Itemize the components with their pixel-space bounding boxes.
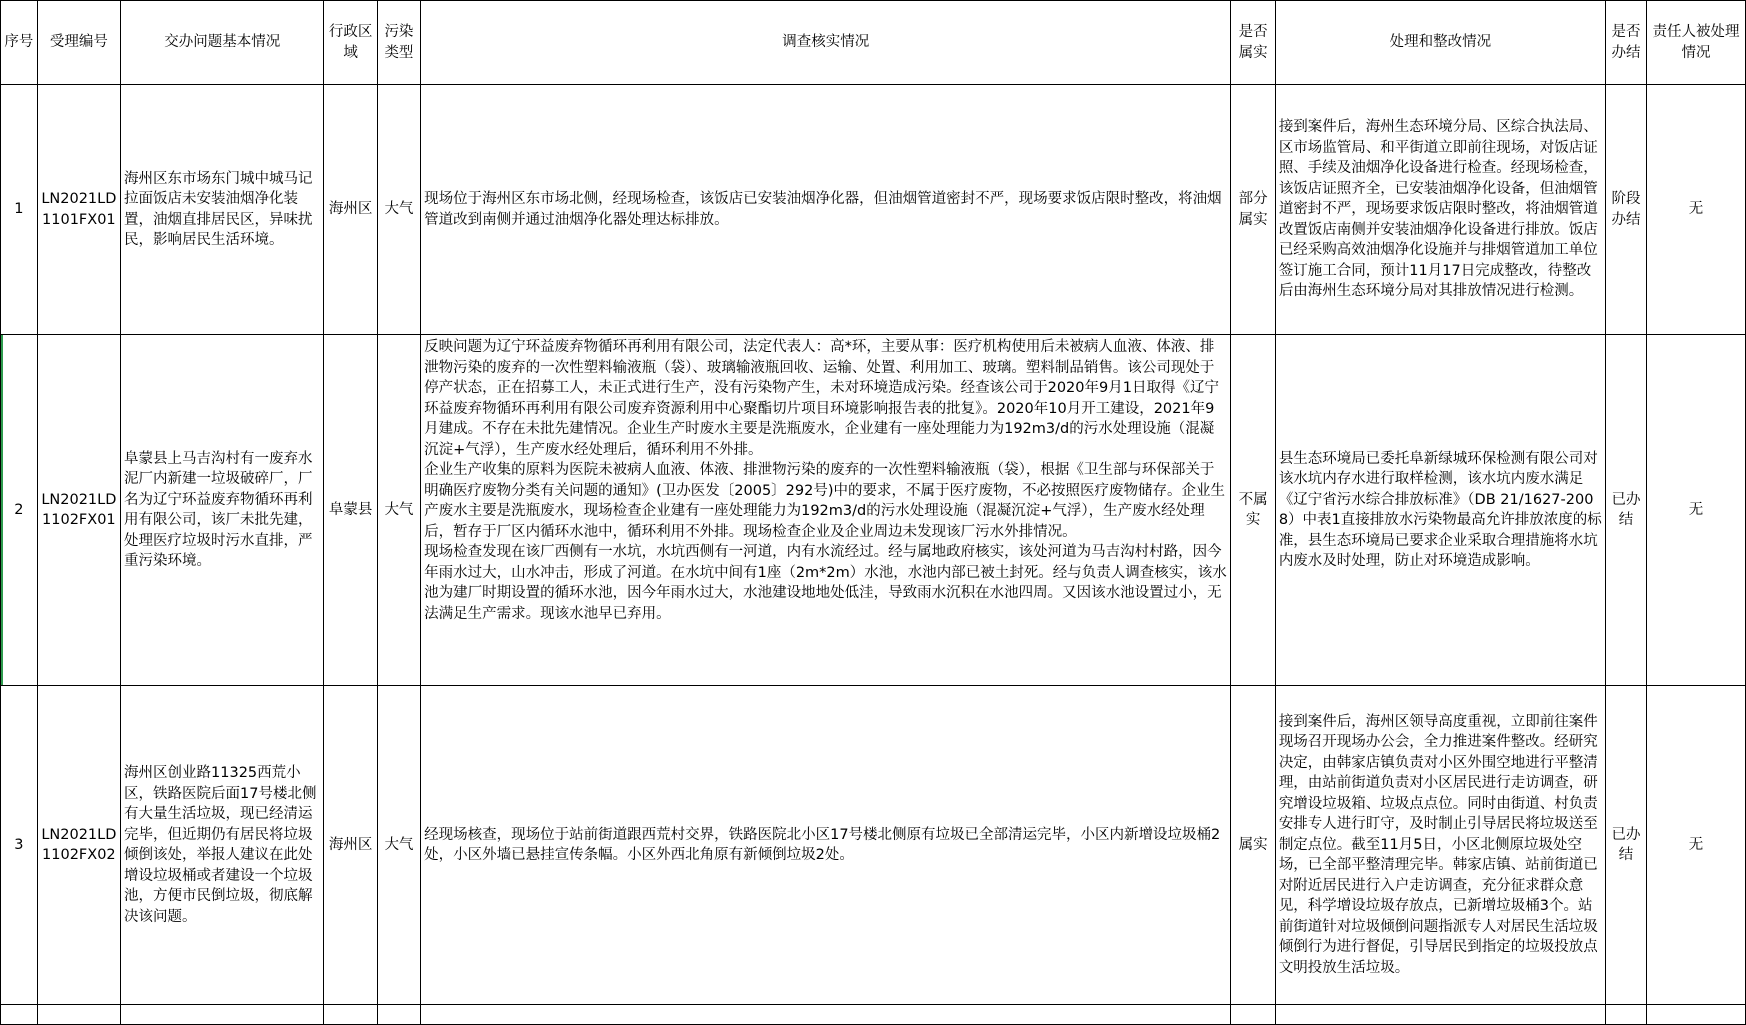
cell-region[interactable]: 海州区: [324, 686, 377, 1005]
header-investigation[interactable]: 调查核实情况: [421, 1, 1231, 85]
cell-empty[interactable]: [121, 1005, 324, 1025]
header-row: [1, 1, 1746, 85]
header-responsible[interactable]: 责任人被处理情况: [1647, 1, 1746, 85]
header-region[interactable]: 行政区域: [324, 1, 377, 85]
cell-id[interactable]: LN2021LD1102FX01: [37, 335, 120, 686]
header-issue[interactable]: 交办问题基本情况: [121, 1, 324, 85]
table-row: [1, 335, 1746, 686]
cell-empty[interactable]: [1275, 1005, 1605, 1025]
cell-pollution[interactable]: 大气: [377, 85, 420, 335]
cell-empty[interactable]: [1, 1005, 38, 1025]
cell-issue[interactable]: 阜蒙县上马吉沟村有一废弃水泥厂内新建一垃圾破碎厂，厂名为辽宁环益废弃物循环再利用有限公司，该厂未批先建，处理医疗垃圾时污水直排，严重污染环境。: [121, 335, 324, 686]
cell-handling[interactable]: 接到案件后，海州区领导高度重视，立即前往案件现场召开现场办公会，全力推进案件整改。经研究决定，由韩家店镇负责对小区外围空地进行平整清理，由站前街道负责对小区居民进行走访调查，研究增设垃圾箱、垃圾点点位。同时由街道、村负责安排专人进行盯守，及时制止引导居民将垃圾送至制定点位。截至11月5日，小区北侧原垃圾处空场，已全部平整清理完毕。韩家店镇、站前街道已对附近居民进行入户走访调查，充分征求群众意见，科学增设垃圾存放点，已新增垃圾桶3个。站前街道针对垃圾倾倒问题指派专人对居民生活垃圾倾倒行为进行督促，引导居民到指定的垃圾投放点文明投放生活垃圾。: [1275, 686, 1605, 1005]
cell-verified[interactable]: 不属实: [1231, 335, 1275, 686]
cell-pollution[interactable]: 大气: [377, 335, 420, 686]
cell-id[interactable]: LN2021LD1101FX01: [37, 85, 120, 335]
cell-region[interactable]: 海州区: [324, 85, 377, 335]
cell-issue[interactable]: 海州区东市场东门城中城马记拉面饭店未安装油烟净化装置，油烟直排居民区，异味扰民，影响居民生活环境。: [121, 85, 324, 335]
cell-responsible[interactable]: 无: [1647, 686, 1746, 1005]
header-handling[interactable]: 处理和整改情况: [1275, 1, 1605, 85]
cell-empty[interactable]: [1605, 1005, 1646, 1025]
cell-empty[interactable]: [1647, 1005, 1746, 1025]
cell-empty[interactable]: [421, 1005, 1231, 1025]
table-row-partial: [1, 1005, 1746, 1025]
header-no[interactable]: 序号: [1, 1, 38, 85]
cell-investigation[interactable]: 反映问题为辽宁环益废弃物循环再利用有限公司，法定代表人：高*环，主要从事：医疗机构使用后未被病人血液、体液、排泄物污染的废弃的一次性塑料输液瓶（袋）、玻璃输液瓶回收、运输、处置、利用加工、玻璃。塑料制品销售。该公司现处于停产状态，正在招募工人，未正式进行生产，没有污染物产生，未对环境造成污染。经查该公司于2020年9月1日取得《辽宁环益废弃物循环再利用有限公司废弃资源利用中心聚酯切片项目环境影响报告表的批复》。2020年10月开工建设，2021年9月建成。不存在未批先建情况。企业生产时废水主要是洗瓶废水，企业建有一座处理能力为192m3/d的污水处理设施（混凝沉淀+气浮），生产废水经处理后，循环利用不外排。 企业生产收集的原料为医院未被病人血液、体液、排泄物污染的废弃的一次性塑料输液瓶（袋），根据《卫生部与环保部关于明确医疗废物分类有关问题的通知》(卫办医发〔2005〕292号)中的要求，不属于医疗废物，不必按照医疗废物储存。企业生产废水主要是洗瓶废水，现场检查企业建有一座处理能力为192m3/d的污水处理设施（混凝沉淀+气浮），生产废水经处理后，暂存于厂区内循环水池中，循环利用不外排。现场检查企业及企业周边未发现该厂污水外排情况。 现场检查发现在该厂西侧有一水坑，水坑西侧有一河道，内有水流经过。经与属地政府核实，该处河道为马吉沟村村路，因今年雨水过大，山水冲击，形成了河道。在水坑中间有1座（2m*2m）水池，水池内部已被土封死。经与负责人调查核实，该水池为建厂时期设置的循环水池，因今年雨水过大，水池建设地地处低洼，导致雨水沉积在水池四周。又因该水池设置过小，无法满足生产需求。现该水池早已弃用。: [421, 335, 1231, 686]
cell-empty[interactable]: [377, 1005, 420, 1025]
header-pollution[interactable]: 污染类型: [377, 1, 420, 85]
cell-responsible[interactable]: 无: [1647, 85, 1746, 335]
cell-empty[interactable]: [37, 1005, 120, 1025]
cell-investigation[interactable]: 现场位于海州区东市场北侧，经现场检查，该饭店已安装油烟净化器，但油烟管道密封不严，现场要求饭店限时整改，将油烟管道改到南侧并通过油烟净化器处理达标排放。: [421, 85, 1231, 335]
cell-pollution[interactable]: 大气: [377, 686, 420, 1005]
cell-empty[interactable]: [324, 1005, 377, 1025]
cell-verified[interactable]: 属实: [1231, 686, 1275, 1005]
cell-no[interactable]: 1: [1, 85, 38, 335]
cell-investigation[interactable]: 经现场核查，现场位于站前街道跟西荒村交界，铁路医院北小区17号楼北侧原有垃圾已全部清运完毕，小区内新增设垃圾桶2处，小区外墙已悬挂宣传条幅。小区外西北角原有新倾倒垃圾2处。: [421, 686, 1231, 1005]
cell-handling[interactable]: 县生态环境局已委托阜新绿城环保检测有限公司对该水坑内存水进行取样检测，该水坑内废水满足《辽宁省污水综合排放标准》（DB 21/1627-2008）中表1直接排放水污染物最高允许排放浓度的标准，县生态环境局已要求企业采取合理措施将水坑内废水及时处理，防止对环境造成影响。: [1275, 335, 1605, 686]
table-row: [1, 85, 1746, 335]
cell-id[interactable]: LN2021LD1102FX02: [37, 686, 120, 1005]
cell-empty[interactable]: [1231, 1005, 1275, 1025]
cell-region[interactable]: 阜蒙县: [324, 335, 377, 686]
cell-closed[interactable]: 阶段办结: [1605, 85, 1646, 335]
cell-closed[interactable]: 已办结: [1605, 335, 1646, 686]
header-id[interactable]: 受理编号: [37, 1, 120, 85]
cell-no[interactable]: 3: [1, 686, 38, 1005]
cell-verified[interactable]: 部分属实: [1231, 85, 1275, 335]
cell-handling[interactable]: 接到案件后，海州生态环境分局、区综合执法局、区市场监管局、和平街道立即前往现场，对饭店证照、手续及油烟净化设备进行检查。经现场检查，该饭店证照齐全，已安装油烟净化设备，但油烟管道密封不严，现场要求饭店限时整改，将油烟管道改置饭店南侧并安装油烟净化设备进行排放。饭店已经采购高效油烟净化设施并与排烟管道加工单位签订施工合同，预计11月17日完成整改，待整改后由海州生态环境分局对其排放情况进行检测。: [1275, 85, 1605, 335]
cell-closed[interactable]: 已办结: [1605, 686, 1646, 1005]
header-verified[interactable]: 是否属实: [1231, 1, 1275, 85]
header-closed[interactable]: 是否办结: [1605, 1, 1646, 85]
cell-responsible[interactable]: 无: [1647, 335, 1746, 686]
cell-no[interactable]: 2: [1, 335, 38, 686]
table-row: [1, 686, 1746, 1005]
cell-issue[interactable]: 海州区创业路11325西荒小区，铁路医院后面17号楼北侧有大量生活垃圾，现已经清运完毕，但近期仍有居民将垃圾倾倒该处，举报人建议在此处增设垃圾桶或者建设一个垃圾池，方便市民倒垃圾，彻底解决该问题。: [121, 686, 324, 1005]
